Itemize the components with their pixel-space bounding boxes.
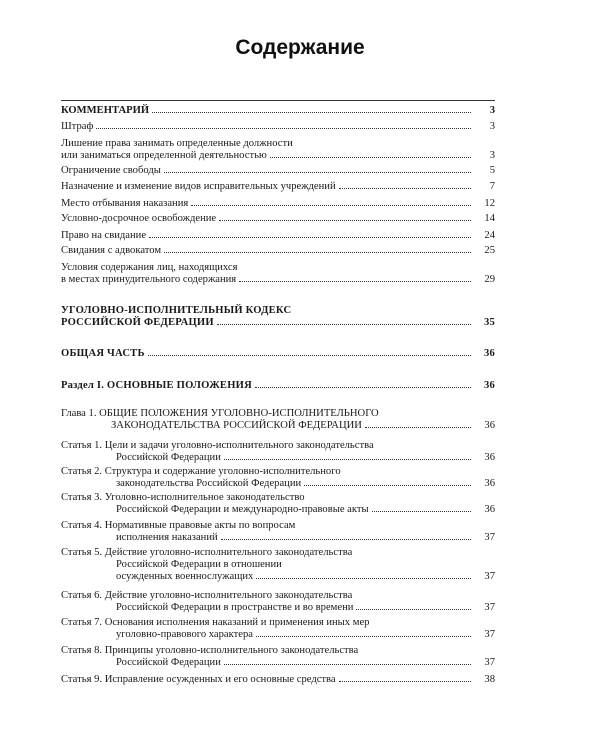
toc-entry[interactable] [61,262,495,286]
toc-entry-text: в местах принудительного содержания [61,274,237,285]
toc-entry-text: Российской Федерации в отношении [116,559,282,570]
page-title: Содержание [235,36,365,59]
toc-page-number: 12 [484,198,495,209]
toc-entry[interactable] [61,348,495,360]
dot-leader [365,427,471,428]
dot-leader [256,578,471,579]
dot-leader [372,511,471,512]
toc-entry[interactable] [61,198,495,210]
toc-entry-text: Статья 3. Уголовно-исполнительное законодательство [61,492,305,503]
toc-entry-text: Российской Федерации [116,452,221,463]
dot-leader [148,355,471,356]
dot-leader [339,681,471,682]
toc-page-number: 3 [489,150,495,161]
toc-entry[interactable] [61,213,495,225]
toc-entry-text: осужденных военнослужащих [116,571,254,582]
toc-entry-text: Российской Федерации в пространстве и во времени [116,602,354,613]
toc-entry-text: КОММЕНТАРИЙ [61,105,150,116]
toc-entry-text: Назначение и изменение видов исправительных учреждений [61,181,336,192]
toc-entry-text: ЗАКОНОДАТЕЛЬСТВА РОССИЙСКОЙ ФЕДЕРАЦИИ [111,420,362,431]
toc-entry[interactable] [61,408,495,432]
toc-page-number: 37 [484,629,495,640]
toc-entry[interactable] [61,165,495,177]
toc-page-number: 37 [484,602,495,613]
dot-leader [191,205,471,206]
dot-leader [219,220,471,221]
toc-entry-text: законодательства Российской Федерации [116,478,302,489]
dot-leader [149,237,471,238]
toc-entry-text: Место отбывания наказания [61,198,189,209]
toc-page-number: 37 [484,571,495,582]
toc-page-number: 36 [484,504,495,515]
toc-page-number: 25 [484,245,495,256]
dot-leader [356,609,471,610]
toc-entry-text: Статья 6. Действие уголовно-исполнительного законодательства [61,590,353,601]
dot-leader [239,281,471,282]
toc-entry[interactable] [61,466,495,490]
toc-entry-text: ОБЩАЯ ЧАСТЬ [61,348,145,359]
toc-entry[interactable] [61,520,495,544]
toc-entry[interactable] [61,590,495,614]
toc-entry-text: Статья 7. Основания исполнения наказаний и применения иных мер [61,617,370,628]
toc-entry[interactable] [61,230,495,242]
toc-entry-text: Российской Федерации [116,657,221,668]
toc-entry-text: УГОЛОВНО-ИСПОЛНИТЕЛЬНЫЙ КОДЕКС [61,305,292,316]
toc-entry[interactable] [61,674,495,686]
toc-entry-text: Право на свидание [61,230,147,241]
toc-page-number: 7 [489,181,495,192]
toc-page-number: 36 [484,348,495,359]
toc-page-number: 36 [484,420,495,431]
toc-page-number: 3 [489,105,495,116]
toc-entry-text: Условия содержания лиц, находящихся [61,262,238,273]
toc-entry-text: Статья 4. Нормативные правовые акты по вопросам [61,520,296,531]
toc-entry[interactable] [61,380,495,392]
dot-leader [339,188,471,189]
toc-entry-text: Статья 5. Действие уголовно-исполнительного законодательства [61,547,353,558]
toc-entry-text: уголовно-правового характера [116,629,253,640]
toc-entry[interactable] [61,105,495,117]
toc-entry-text: Российской Федерации и международно-правовые акты [116,504,369,515]
toc-entry[interactable] [61,138,495,162]
dot-leader [152,112,471,113]
toc-entry[interactable] [61,181,495,193]
toc-entry-text: Статья 2. Структура и содержание уголовно-исполнительного [61,466,341,477]
toc-entry[interactable] [61,440,495,464]
toc-entry[interactable] [61,617,495,641]
dot-leader [255,387,471,388]
toc-page-number: 36 [484,380,495,391]
toc-entry-text: Статья 8. Принципы уголовно-исполнительного законодательства [61,645,359,656]
dot-leader [304,485,471,486]
toc-entry-text: или заниматься определенной деятельностью [61,150,267,161]
dot-leader [96,128,471,129]
toc-entry[interactable] [61,547,495,583]
dot-leader [164,252,471,253]
toc-entry-text: Статья 9. Исправление осужденных и его основные средства [61,674,336,685]
dot-leader [164,172,471,173]
toc-page-number: 36 [484,478,495,489]
dot-leader [217,324,471,325]
toc-page-number: 29 [484,274,495,285]
toc-page-number: 37 [484,532,495,543]
dot-leader [256,636,471,637]
dot-leader [224,459,471,460]
toc-page-number: 37 [484,657,495,668]
toc-entry[interactable] [61,645,495,669]
dot-leader [224,664,471,665]
toc-entry-text: исполнения наказаний [116,532,218,543]
toc-page-number: 38 [484,674,495,685]
table-of-contents [61,0,495,750]
toc-page-number: 35 [484,317,495,328]
toc-entry-text: Статья 1. Цели и задачи уголовно-исполнительного законодательства [61,440,374,451]
toc-page-number: 36 [484,452,495,463]
toc-entry[interactable] [61,492,495,516]
toc-entry[interactable] [61,305,495,329]
toc-entry-text: Ограничение свободы [61,165,161,176]
toc-entry-text: Раздел I. ОСНОВНЫЕ ПОЛОЖЕНИЯ [61,380,252,391]
toc-entry-text: Условно-досрочное освобождение [61,213,217,224]
toc-page-number: 24 [484,230,495,241]
toc-entry-text: Лишение права занимать определенные должности [61,138,293,149]
toc-entry-text: Глава 1. ОБЩИЕ ПОЛОЖЕНИЯ УГОЛОВНО-ИСПОЛНИТЕЛЬНОГО [61,408,379,419]
toc-page-number: 5 [489,165,495,176]
toc-page-number: 14 [484,213,495,224]
toc-entry[interactable] [61,245,495,257]
toc-entry-text: Свидания с адвокатом [61,245,162,256]
dot-leader [221,539,471,540]
toc-entry[interactable] [61,121,495,133]
dot-leader [270,157,471,158]
toc-entry-text: РОССИЙСКОЙ ФЕДЕРАЦИИ [61,317,214,328]
toc-page-number: 3 [489,121,495,132]
toc-entry-text: Штраф [61,121,94,132]
